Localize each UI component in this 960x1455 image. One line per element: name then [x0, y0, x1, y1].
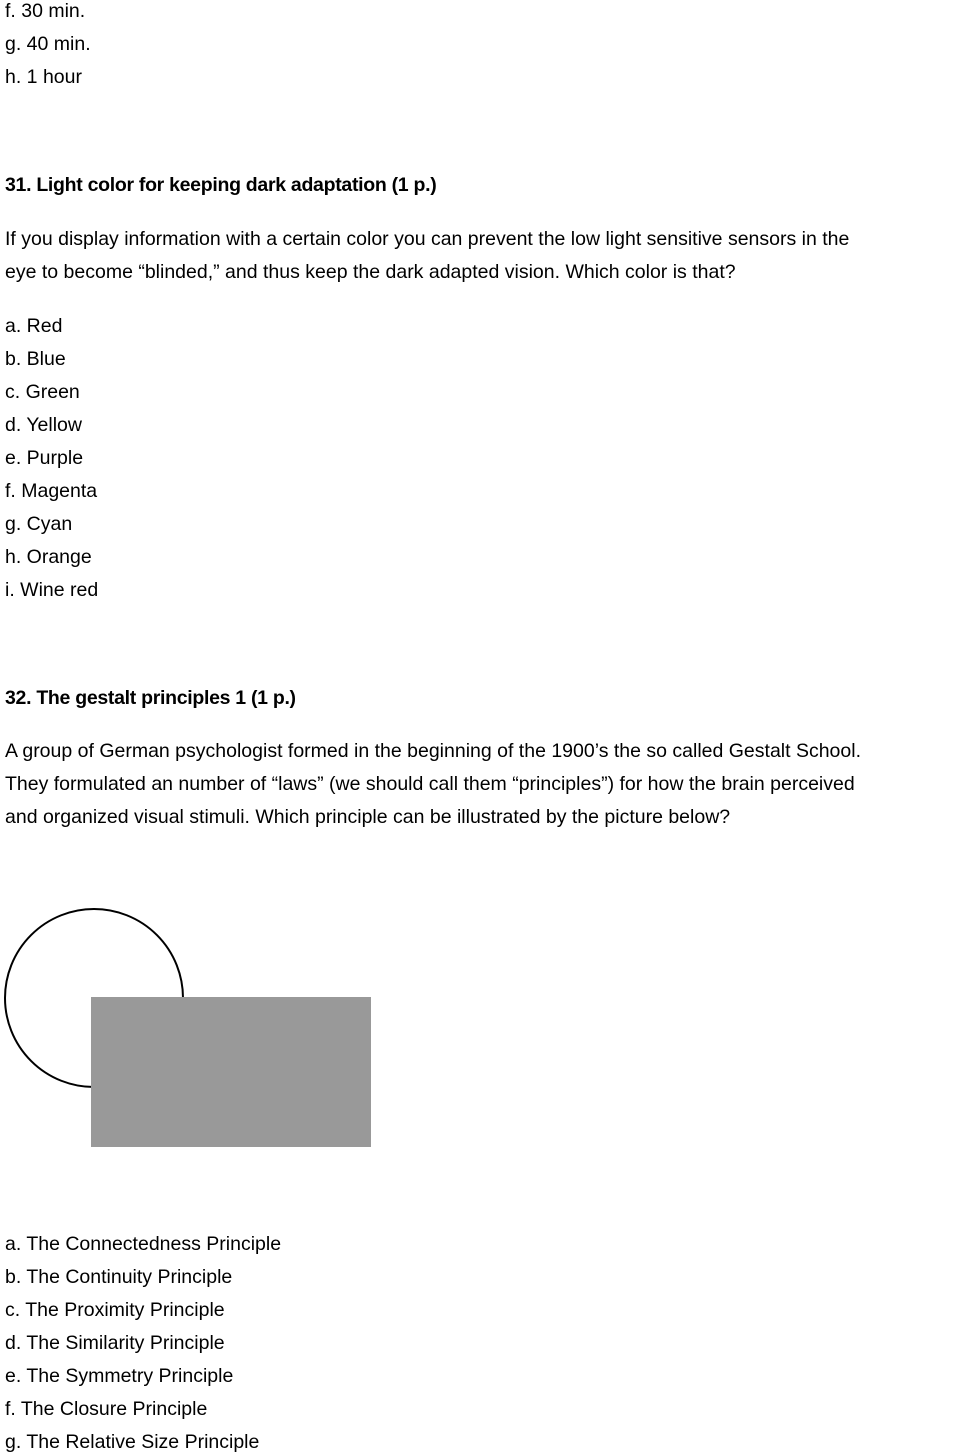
- q32-body-line-3: and organized visual stimuli. Which principle can be illustrated by the picture below?: [5, 806, 731, 828]
- q31-option-f: f. Magenta: [5, 480, 98, 502]
- q31-option-d: d. Yellow: [5, 414, 82, 436]
- q32-heading: 32. The gestalt principles 1 (1 p.): [5, 687, 296, 709]
- prev-option-g: g. 40 min.: [5, 33, 91, 55]
- gestalt-figure: [0, 900, 380, 1152]
- q32-option-f: f. The Closure Principle: [5, 1398, 208, 1420]
- q31-option-a: a. Red: [5, 315, 63, 337]
- q31-option-e: e. Purple: [5, 447, 84, 469]
- q32-option-e: e. The Symmetry Principle: [5, 1365, 234, 1387]
- q32-option-g: g. The Relative Size Principle: [5, 1431, 260, 1453]
- q32-option-b: b. The Continuity Principle: [5, 1266, 233, 1288]
- q31-option-h: h. Orange: [5, 546, 92, 568]
- q31-body-line-2: eye to become “blinded,” and thus keep the dark adapted vision. Which color is that?: [5, 261, 736, 283]
- q31-heading: 31. Light color for keeping dark adaptation (1 p.): [5, 174, 437, 196]
- q32-body-line-2: They formulated an number of “laws” (we should call them “principles”) for how the brain perceived: [5, 773, 855, 795]
- q32-option-d: d. The Similarity Principle: [5, 1332, 225, 1354]
- q32-option-c: c. The Proximity Principle: [5, 1299, 225, 1321]
- q32-option-a: a. The Connectedness Principle: [5, 1233, 282, 1255]
- q31-option-c: c. Green: [5, 381, 80, 403]
- figure-rectangle: [91, 997, 371, 1147]
- q31-option-b: b. Blue: [5, 348, 66, 370]
- q31-option-g: g. Cyan: [5, 513, 73, 535]
- q32-body-line-1: A group of German psychologist formed in the beginning of the 1900’s the so called Gestalt School.: [5, 740, 862, 762]
- prev-option-f: f. 30 min.: [5, 0, 86, 22]
- q31-body-line-1: If you display information with a certain color you can prevent the low light sensitive sensors in the: [5, 228, 850, 250]
- prev-option-h: h. 1 hour: [5, 66, 82, 88]
- q31-option-i: i. Wine red: [5, 579, 99, 601]
